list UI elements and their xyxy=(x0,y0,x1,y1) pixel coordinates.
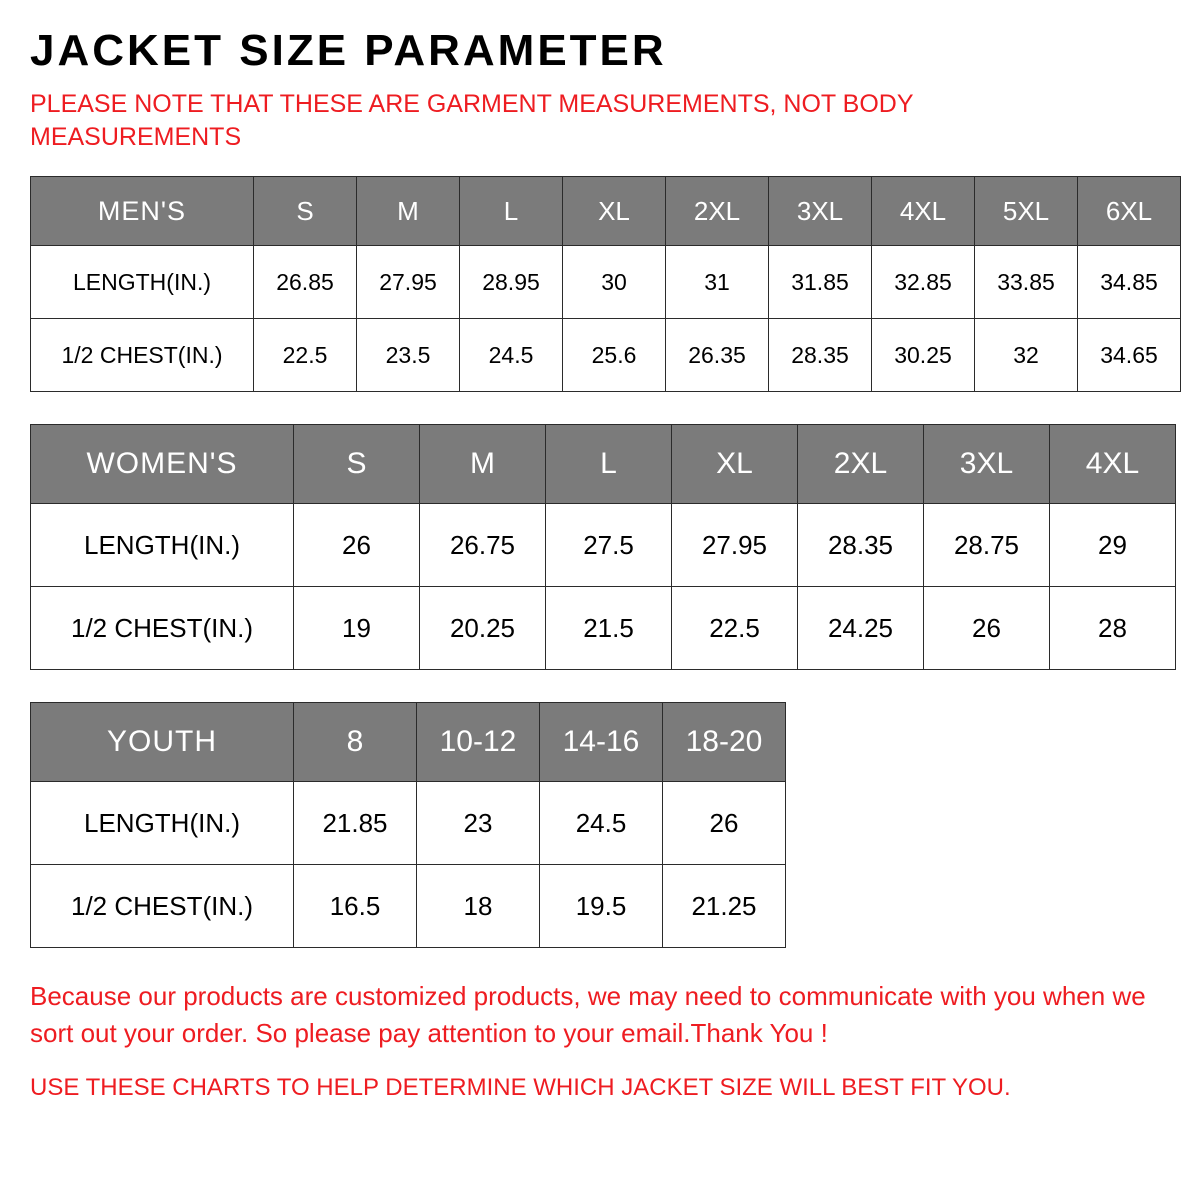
column-header-size: XL xyxy=(672,425,798,504)
table-cell: 29 xyxy=(1050,504,1176,587)
table-cell: 19 xyxy=(294,587,420,670)
column-header-size: 4XL xyxy=(1050,425,1176,504)
table-row xyxy=(31,319,1181,392)
mens-size-table xyxy=(30,176,1181,392)
table-cell: 31.85 xyxy=(769,246,872,319)
column-header-size: S xyxy=(294,425,420,504)
table-cell: 26.85 xyxy=(254,246,357,319)
table-header-row xyxy=(31,177,1181,246)
table-cell: 30 xyxy=(563,246,666,319)
column-header-size: 10-12 xyxy=(417,703,540,782)
table-cell: 30.25 xyxy=(872,319,975,392)
customization-notice: Because our products are customized products, we may need to communicate with you when we sort out your order. So please pay attention to your email.Thank You ! xyxy=(30,981,1146,1049)
row-label: 1/2 CHEST(IN.) xyxy=(31,319,254,392)
table-cell: 22.5 xyxy=(254,319,357,392)
table-cell: 23 xyxy=(417,782,540,865)
column-header-size: 6XL xyxy=(1078,177,1181,246)
table-cell: 27.95 xyxy=(672,504,798,587)
column-header-size: 5XL xyxy=(975,177,1078,246)
column-header-size: 2XL xyxy=(666,177,769,246)
column-header-size: L xyxy=(546,425,672,504)
column-header-size: 14-16 xyxy=(540,703,663,782)
youth-size-table xyxy=(30,702,786,948)
column-header-size: L xyxy=(460,177,563,246)
column-header-size: M xyxy=(357,177,460,246)
mens-table-label: MEN'S xyxy=(31,177,254,246)
table-cell: 21.85 xyxy=(294,782,417,865)
column-header-size: 18-20 xyxy=(663,703,786,782)
column-header-size: 2XL xyxy=(798,425,924,504)
table-cell: 32.85 xyxy=(872,246,975,319)
table-row xyxy=(31,865,786,948)
table-header-row xyxy=(31,425,1176,504)
table-cell: 20.25 xyxy=(420,587,546,670)
table-cell: 28.75 xyxy=(924,504,1050,587)
table-cell: 28.35 xyxy=(769,319,872,392)
row-label: 1/2 CHEST(IN.) xyxy=(31,587,294,670)
table-cell: 28.95 xyxy=(460,246,563,319)
womens-table-label: WOMEN'S xyxy=(31,425,294,504)
row-label: LENGTH(IN.) xyxy=(31,504,294,587)
table-cell: 27.95 xyxy=(357,246,460,319)
table-cell: 31 xyxy=(666,246,769,319)
table-cell: 24.5 xyxy=(460,319,563,392)
table-cell: 23.5 xyxy=(357,319,460,392)
chart-usage-notice: USE THESE CHARTS TO HELP DETERMINE WHICH JACKET SIZE WILL BEST FIT YOU. xyxy=(30,1074,1011,1101)
column-header-size: 3XL xyxy=(769,177,872,246)
table-cell: 33.85 xyxy=(975,246,1078,319)
page-title: JACKET SIZE PARAMETER xyxy=(30,26,667,75)
table-row xyxy=(31,504,1176,587)
table-cell: 26.75 xyxy=(420,504,546,587)
table-row xyxy=(31,587,1176,670)
table-cell: 24.25 xyxy=(798,587,924,670)
table-cell: 28.35 xyxy=(798,504,924,587)
table-cell: 26 xyxy=(294,504,420,587)
table-cell: 27.5 xyxy=(546,504,672,587)
table-cell: 16.5 xyxy=(294,865,417,948)
column-header-size: M xyxy=(420,425,546,504)
table-cell: 34.65 xyxy=(1078,319,1181,392)
table-cell: 32 xyxy=(975,319,1078,392)
table-cell: 28 xyxy=(1050,587,1176,670)
column-header-size: XL xyxy=(563,177,666,246)
table-cell: 26.35 xyxy=(666,319,769,392)
table-cell: 26 xyxy=(663,782,786,865)
table-cell: 25.6 xyxy=(563,319,666,392)
table-cell: 18 xyxy=(417,865,540,948)
table-cell: 19.5 xyxy=(540,865,663,948)
table-header-row xyxy=(31,703,786,782)
table-cell: 26 xyxy=(924,587,1050,670)
table-cell: 22.5 xyxy=(672,587,798,670)
youth-table-label: YOUTH xyxy=(31,703,294,782)
row-label: LENGTH(IN.) xyxy=(31,246,254,319)
womens-size-table xyxy=(30,424,1176,670)
table-cell: 21.25 xyxy=(663,865,786,948)
row-label: LENGTH(IN.) xyxy=(31,782,294,865)
measurement-note: PLEASE NOTE THAT THESE ARE GARMENT MEASUREMENTS, NOT BODY MEASUREMENTS xyxy=(30,90,914,152)
column-header-size: 3XL xyxy=(924,425,1050,504)
table-cell: 21.5 xyxy=(546,587,672,670)
table-cell: 34.85 xyxy=(1078,246,1181,319)
table-row xyxy=(31,246,1181,319)
table-cell: 24.5 xyxy=(540,782,663,865)
column-header-size: S xyxy=(254,177,357,246)
column-header-size: 8 xyxy=(294,703,417,782)
table-row xyxy=(31,782,786,865)
column-header-size: 4XL xyxy=(872,177,975,246)
row-label: 1/2 CHEST(IN.) xyxy=(31,865,294,948)
